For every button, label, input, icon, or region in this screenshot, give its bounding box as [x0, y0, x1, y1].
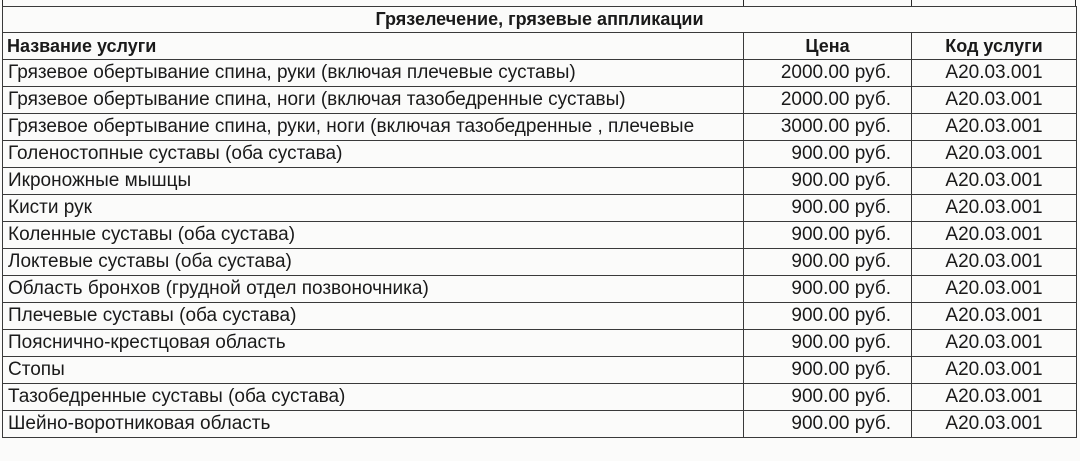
service-name-cell: Грязевое обертывание спина, руки, ноги (включая тазобедренные , плечевые: [3, 114, 744, 141]
column-header-row: [3, 33, 1077, 60]
table-row: [3, 303, 1077, 330]
price-list-table: [2, 6, 1077, 438]
table-row: [3, 330, 1077, 357]
service-name-cell: Шейно-воротниковая область: [3, 411, 744, 438]
column-header-price: Цена: [744, 33, 912, 60]
service-price-cell: 900.00 руб.: [744, 411, 912, 438]
table-row: [3, 384, 1077, 411]
service-code-cell: A20.03.001: [912, 411, 1077, 438]
service-name-cell: Плечевые суставы (оба сустава): [3, 303, 744, 330]
table-row: [3, 87, 1077, 114]
table-row: [3, 195, 1077, 222]
service-price-cell: 900.00 руб.: [744, 303, 912, 330]
service-price-cell: 900.00 руб.: [744, 357, 912, 384]
service-price-cell: 3000.00 руб.: [744, 114, 912, 141]
service-code-cell: A20.03.001: [912, 60, 1077, 87]
service-code-cell: A20.03.001: [912, 141, 1077, 168]
service-code-cell: A20.03.001: [912, 303, 1077, 330]
service-code-cell: A20.03.001: [912, 195, 1077, 222]
service-price-cell: 900.00 руб.: [744, 384, 912, 411]
service-name-cell: Грязевое обертывание спина, ноги (включая тазобедренные суставы): [3, 87, 744, 114]
service-name-cell: Кисти рук: [3, 195, 744, 222]
service-code-cell: A20.03.001: [912, 357, 1077, 384]
service-name-cell: Локтевые суставы (оба сустава): [3, 249, 744, 276]
service-price-cell: 900.00 руб.: [744, 195, 912, 222]
table-row: [3, 357, 1077, 384]
section-title: Грязелечение, грязевые аппликации: [3, 7, 1077, 33]
service-name-cell: Область бронхов (грудной отдел позвоночника): [3, 276, 744, 303]
service-price-cell: 900.00 руб.: [744, 222, 912, 249]
service-code-cell: A20.03.001: [912, 114, 1077, 141]
table-row: [3, 141, 1077, 168]
service-code-cell: A20.03.001: [912, 276, 1077, 303]
service-name-cell: Икроножные мышцы: [3, 168, 744, 195]
table-row: [3, 222, 1077, 249]
table-row: [3, 411, 1077, 438]
table-row: [3, 60, 1077, 87]
service-price-cell: 2000.00 руб.: [744, 60, 912, 87]
service-name-cell: Тазобедренные суставы (оба сустава): [3, 384, 744, 411]
service-price-cell: 900.00 руб.: [744, 141, 912, 168]
column-header-code: Код услуги: [912, 33, 1077, 60]
service-code-cell: A20.03.001: [912, 87, 1077, 114]
column-header-name: Название услуги: [3, 33, 744, 60]
service-code-cell: A20.03.001: [912, 249, 1077, 276]
service-name-cell: Коленные суставы (оба сустава): [3, 222, 744, 249]
table-row: [3, 249, 1077, 276]
service-price-cell: 900.00 руб.: [744, 276, 912, 303]
service-code-cell: A20.03.001: [912, 330, 1077, 357]
service-code-cell: A20.03.001: [912, 222, 1077, 249]
table-row: [3, 168, 1077, 195]
service-price-cell: 900.00 руб.: [744, 330, 912, 357]
service-code-cell: A20.03.001: [912, 384, 1077, 411]
service-price-cell: 900.00 руб.: [744, 168, 912, 195]
service-name-cell: Пояснично-крестцовая область: [3, 330, 744, 357]
table-body: [3, 60, 1077, 438]
table-row: [3, 114, 1077, 141]
service-code-cell: A20.03.001: [912, 168, 1077, 195]
service-name-cell: Голеностопные суставы (оба сустава): [3, 141, 744, 168]
service-price-cell: 900.00 руб.: [744, 249, 912, 276]
table-row: [3, 276, 1077, 303]
service-price-cell: 2000.00 руб.: [744, 87, 912, 114]
section-header-row: [3, 7, 1077, 33]
service-name-cell: Стопы: [3, 357, 744, 384]
service-name-cell: Грязевое обертывание спина, руки (включая плечевые суставы): [3, 60, 744, 87]
